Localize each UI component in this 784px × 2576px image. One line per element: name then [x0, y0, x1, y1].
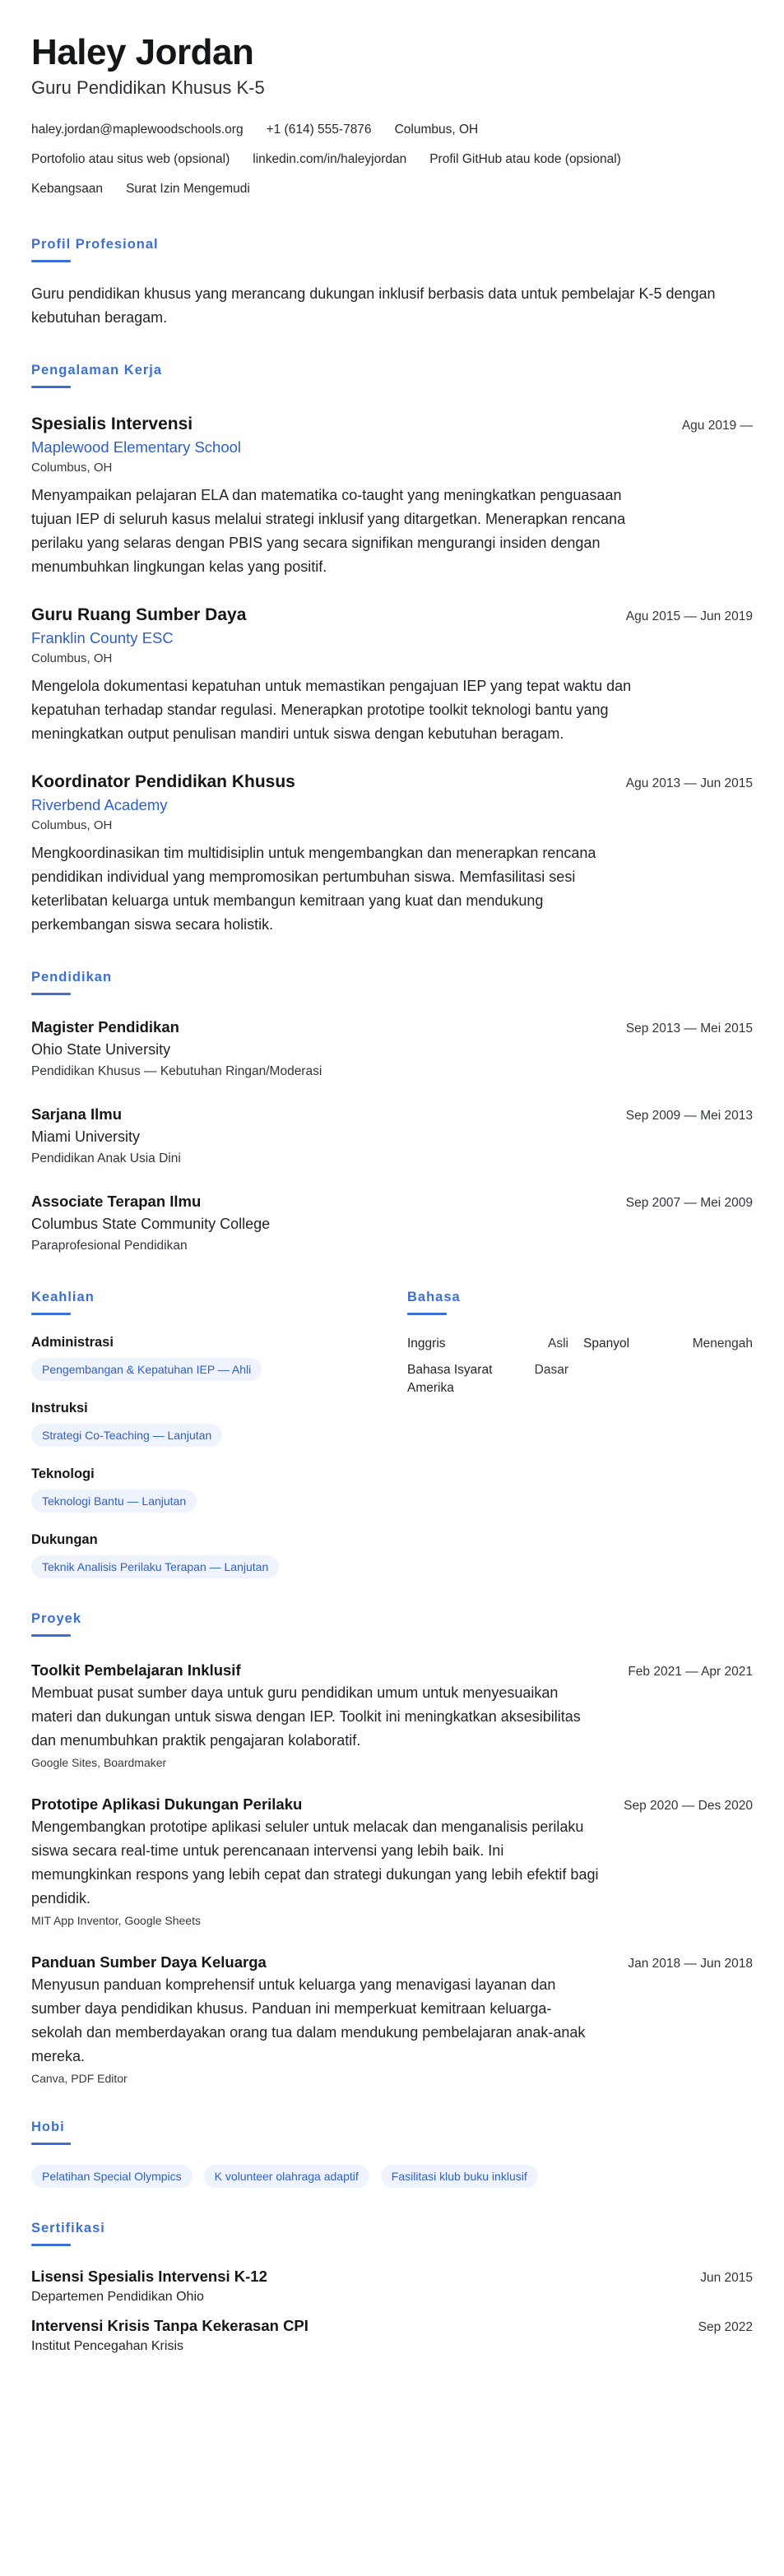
skills-languages-row: [31, 1288, 753, 1578]
contact-row: [31, 174, 753, 204]
certification-date: Sep 2022: [698, 2320, 753, 2334]
skill-chip: Teknologi Bantu — Lanjutan: [31, 1490, 197, 1513]
projects-section: [31, 1610, 753, 2087]
section-divider: [31, 1313, 71, 1315]
project-item: [31, 1952, 753, 2087]
email-link[interactable]: haley.jordan@maplewoodschools.org: [31, 123, 244, 137]
skills-section: [31, 1288, 407, 1578]
contact-info: [31, 115, 753, 204]
section-title: Keahlian: [31, 1290, 95, 1304]
section-title: Proyek: [31, 1611, 82, 1626]
experience-section: [31, 361, 753, 937]
language-list: [407, 1335, 753, 1397]
project-description: Membuat pusat sumber daya untuk guru pendidikan umum untuk menyesuaikan materi dan dukungan untuk siswa dengan IEP. Toolkit ini meningkatkan aksesibilitas dan menumbuhkan praktik pengajaran kolaboratif.: [31, 1684, 581, 1749]
certification-issuer: Departemen Pendidikan Ohio: [31, 2290, 204, 2304]
hobby-chip: Pelatihan Special Olympics: [31, 2165, 193, 2188]
project-title: Toolkit Pembelajaran Inklusif: [31, 1661, 241, 1679]
job-description: Menyampaikan pelajaran ELA dan matematika co-taught yang meningkatkan penguasaan tujuan IEP di seluruh kasus melalui strategi inklusif yang ditargetkan. Menerapkan rencana perilaku yang selaras dengan PBIS yang secara signifikan mengurangi insiden dengan menumbuhkan lingkungan kelas yang positif.: [31, 487, 626, 575]
project-tools: Canva, PDF Editor: [31, 2072, 128, 2085]
education-dates: Sep 2007 — Mei 2009: [625, 1196, 753, 1210]
project-dates: Sep 2020 — Des 2020: [624, 1799, 753, 1813]
contact-row: [31, 115, 753, 145]
section-title: Pendidikan: [31, 970, 113, 985]
section-title: Pengalaman Kerja: [31, 363, 163, 378]
project-description: Menyusun panduan komprehensif untuk keluarga yang menavigasi layanan dan sumber daya pendidikan khusus. Panduan ini memperkuat kemitraan keluarga-sekolah dan memberdayakan orang tua dalam mendukung pembelajaran anak-anak mereka.: [31, 1976, 586, 2064]
job-location: Columbus, OH: [31, 651, 113, 665]
section-divider: [31, 260, 71, 262]
study-field: Paraprofesional Pendidikan: [31, 1239, 188, 1253]
hobby-chip: K volunteer olahraga adaptif: [204, 2165, 369, 2188]
project-item: [31, 1660, 753, 1771]
driving-license-text: Surat Izin Mengemudi: [126, 182, 250, 196]
location-text: Columbus, OH: [394, 123, 479, 137]
project-title: Panduan Sumber Daya Keluarga: [31, 1953, 267, 1971]
skill-chip: Strategi Co-Teaching — Lanjutan: [31, 1424, 222, 1447]
skill-category: Teknologi: [31, 1466, 95, 1481]
certification-title: Lisensi Spesialis Intervensi K-12: [31, 2268, 267, 2285]
language-level: Menengah: [692, 1337, 753, 1351]
education-item: [31, 1104, 753, 1170]
section-divider: [31, 993, 71, 995]
language-level: Asli: [548, 1337, 568, 1351]
certification-date: Jun 2015: [700, 2271, 753, 2285]
section-title: Sertifikasi: [31, 2221, 105, 2235]
project-tools: Google Sites, Boardmaker: [31, 1756, 167, 1769]
language-item: [407, 1335, 583, 1353]
section-divider: [31, 2244, 71, 2246]
project-item: [31, 1794, 753, 1929]
skill-category: Administrasi: [31, 1335, 114, 1350]
portfolio-link[interactable]: Portofolio atau situs web (opsional): [31, 152, 230, 166]
skill-chip: Pengembangan & Kepatuhan IEP — Ahli: [31, 1358, 262, 1381]
section-title: Bahasa: [407, 1290, 461, 1304]
languages-section: [407, 1288, 753, 1578]
resume-header: [31, 31, 753, 204]
certifications-section: [31, 2219, 753, 2356]
certification-item: [31, 2315, 753, 2356]
job-title: Koordinator Pendidikan Khusus: [31, 772, 295, 791]
education-item: [31, 1017, 753, 1082]
company-name[interactable]: Maplewood Elementary School: [31, 438, 242, 456]
language-level: Dasar: [534, 1363, 568, 1377]
hobbies-section: [31, 2118, 753, 2188]
experience-item: [31, 771, 753, 937]
certification-issuer: Institut Pencegahan Krisis: [31, 2339, 183, 2353]
study-field: Pendidikan Khusus — Kebutuhan Ringan/Moderasi: [31, 1064, 322, 1078]
github-link[interactable]: Profil GitHub atau kode (opsional): [429, 152, 621, 166]
education-section: [31, 968, 753, 1257]
job-dates: Agu 2013 — Jun 2015: [625, 776, 753, 790]
section-divider: [407, 1313, 447, 1315]
project-dates: Feb 2021 — Apr 2021: [628, 1665, 753, 1679]
skill-group: [31, 1333, 407, 1381]
candidate-name: Haley Jordan: [31, 32, 254, 72]
experience-item: [31, 604, 753, 746]
section-divider: [31, 2143, 71, 2145]
job-description: Mengelola dokumentasi kepatuhan untuk memastikan pengajuan IEP yang tepat waktu dan kepatuhan terhadap standar regulasi. Menerapkan prototipe toolkit teknologi bantu yang meningkatkan output penulisan mandiri untuk siswa dengan kebutuhan beragam.: [31, 678, 632, 742]
certification-item: [31, 2266, 753, 2307]
company-name[interactable]: Franklin County ESC: [31, 629, 174, 646]
job-title: Guru Ruang Sumber Daya: [31, 605, 247, 624]
phone-number[interactable]: +1 (614) 555-7876: [266, 123, 372, 137]
contact-row: [31, 145, 753, 174]
project-dates: Jan 2018 — Jun 2018: [628, 1957, 753, 1971]
skill-group: [31, 1465, 407, 1513]
language-name: Inggris: [407, 1337, 446, 1351]
school-name: Miami University: [31, 1128, 141, 1145]
skill-category: Instruksi: [31, 1401, 88, 1415]
job-dates: Agu 2015 — Jun 2019: [625, 609, 753, 623]
language-item: [407, 1361, 583, 1397]
project-tools: MIT App Inventor, Google Sheets: [31, 1914, 201, 1927]
skill-group: [31, 1399, 407, 1447]
linkedin-link[interactable]: linkedin.com/in/haleyjordan: [253, 152, 407, 166]
job-location: Columbus, OH: [31, 461, 113, 475]
language-name: Bahasa Isyarat Amerika: [407, 1363, 493, 1395]
degree-title: Associate Terapan Ilmu: [31, 1193, 202, 1210]
profile-section: [31, 235, 753, 330]
job-location: Columbus, OH: [31, 818, 113, 832]
job-dates: Agu 2019 —: [681, 419, 753, 433]
hobby-chip: Fasilitasi klub buku inklusif: [381, 2165, 538, 2188]
language-item: [583, 1335, 753, 1353]
section-title: Profil Profesional: [31, 237, 159, 252]
language-name: Spanyol: [583, 1337, 630, 1351]
job-description: Mengkoordinasikan tim multidisiplin untuk mengembangkan dan menerapkan rencana pendidikan individual yang mempromosikan pertumbuhan siswa. Memfasilitasi sesi keterlibatan keluarga untuk membangun kemitraan yang kuat dan mendukung perkembangan siswa secara holistik.: [31, 845, 596, 933]
experience-item: [31, 413, 753, 579]
school-name: Ohio State University: [31, 1041, 171, 1058]
nationality-text: Kebangsaan: [31, 182, 104, 196]
company-name[interactable]: Riverbend Academy: [31, 796, 168, 813]
hobby-list: [31, 2165, 753, 2188]
profile-summary: Guru pendidikan khusus yang merancang dukungan inklusif berbasis data untuk pembelajar K-5 dengan kebutuhan beragam.: [31, 285, 716, 326]
school-name: Columbus State Community College: [31, 1216, 271, 1232]
section-title: Hobi: [31, 2120, 65, 2134]
project-description: Mengembangkan prototipe aplikasi seluler untuk melacak dan menganalisis perilaku siswa secara real-time untuk perencanaan intervensi yang lebih baik. Ini memungkinkan respons yang lebih cepat dan strategi dukungan yang lebih efektif bagi pendidik.: [31, 1818, 599, 1907]
education-dates: Sep 2009 — Mei 2013: [625, 1109, 753, 1123]
study-field: Pendidikan Anak Usia Dini: [31, 1151, 181, 1165]
certification-title: Intervensi Krisis Tanpa Kekerasan CPI: [31, 2317, 308, 2334]
section-divider: [31, 386, 71, 388]
project-title: Prototipe Aplikasi Dukungan Perilaku: [31, 1795, 303, 1813]
skill-group: [31, 1531, 407, 1578]
section-divider: [31, 1634, 71, 1637]
skill-category: Dukungan: [31, 1532, 98, 1547]
degree-title: Magister Pendidikan: [31, 1018, 179, 1035]
education-dates: Sep 2013 — Mei 2015: [625, 1022, 753, 1035]
degree-title: Sarjana Ilmu: [31, 1105, 123, 1123]
education-item: [31, 1191, 753, 1257]
candidate-role: Guru Pendidikan Khusus K-5: [31, 77, 265, 98]
skill-chip: Teknik Analisis Perilaku Terapan — Lanjutan: [31, 1555, 279, 1578]
job-title: Spesialis Intervensi: [31, 415, 193, 433]
